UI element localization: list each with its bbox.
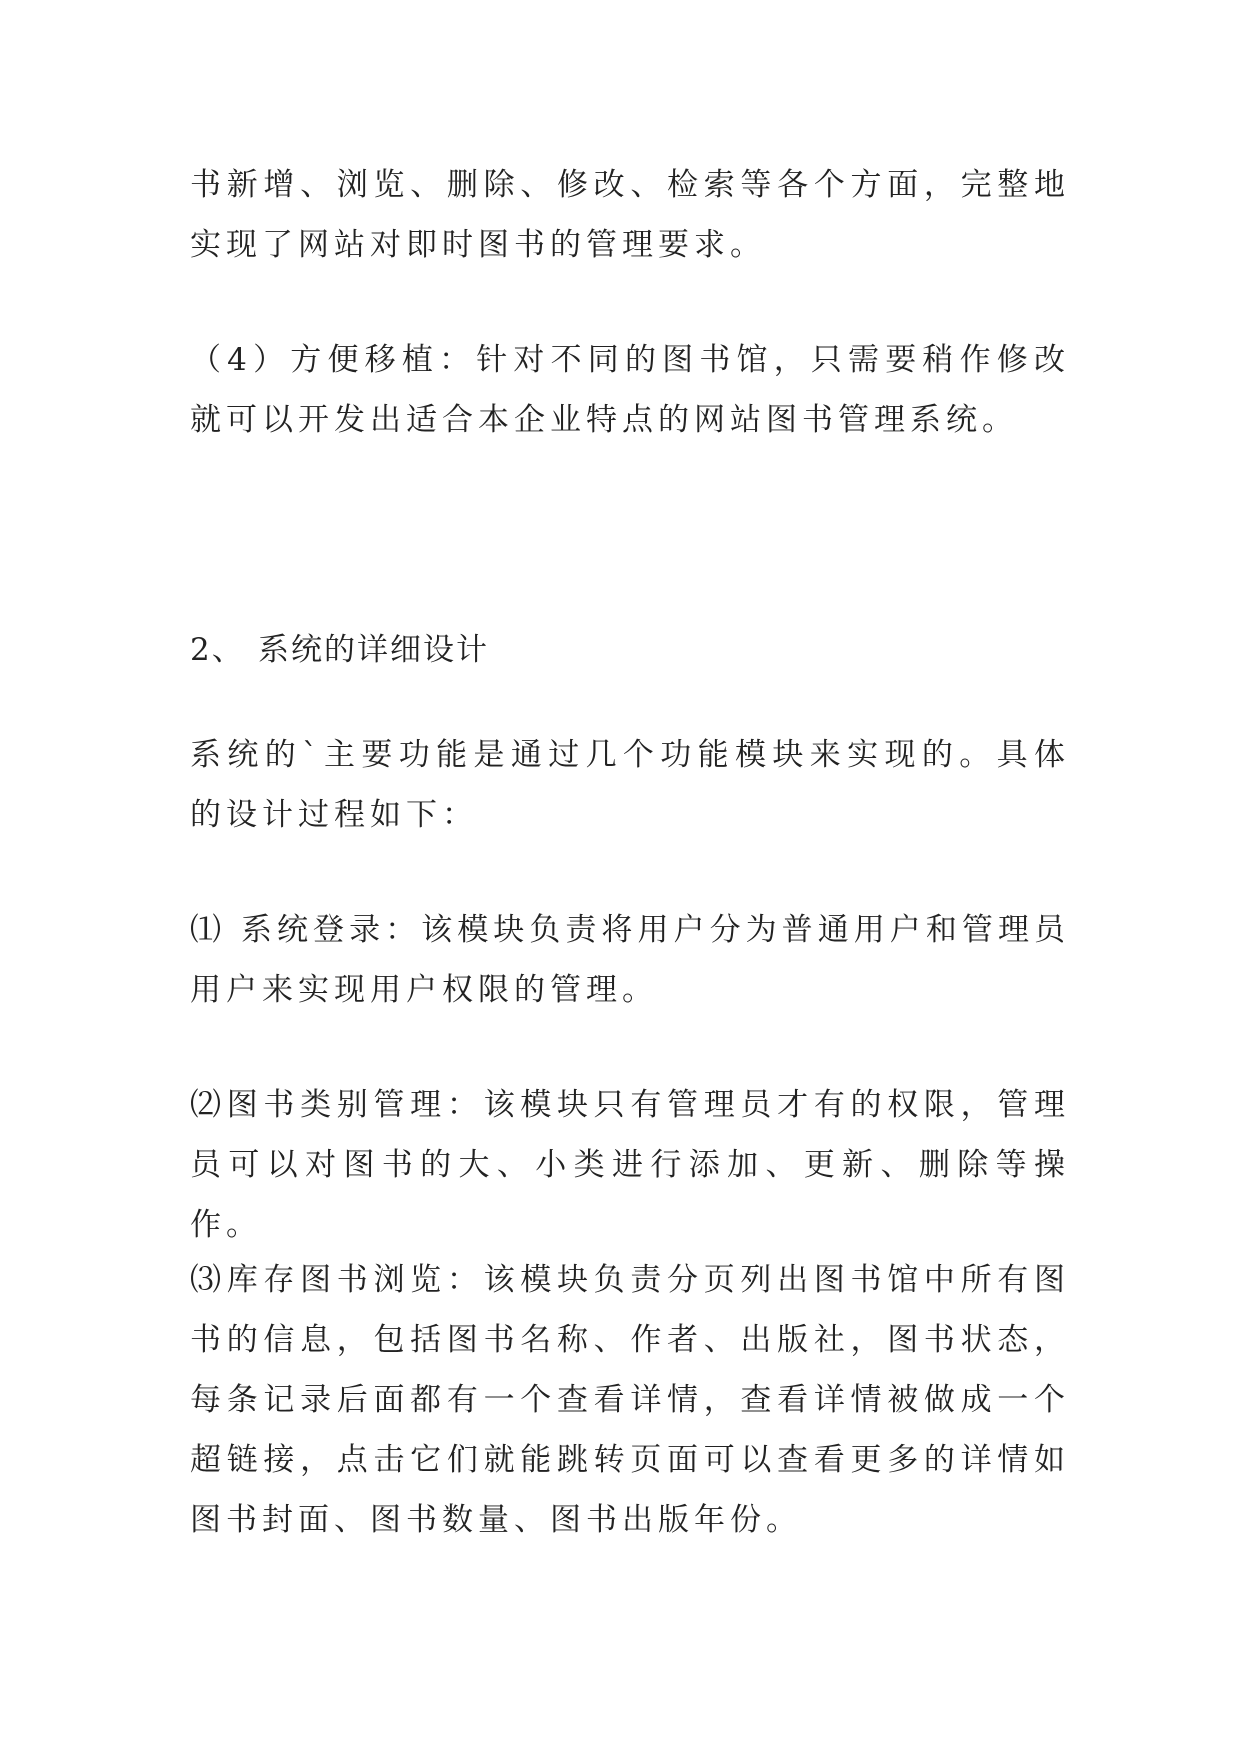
section-number: 2、 (190, 632, 245, 668)
paragraph-feature-summary: 书新增、浏览、删除、修改、检索等各个方面，完整地实现了网站对即时图书的管理要求。 (190, 167, 1070, 263)
paragraph-inventory-browse: ⑶库存图书浏览：该模块负责分页列出图书馆中所有图书的信息，包括图书名称、作者、出版社，图书状态，每条记录后面都有一个查看详情，查看详情被做成一个超链接，点击它们就能跳转页面可以查看更多的详情如图书封面、图书数量、图书出版年份。 (190, 1262, 1070, 1538)
section-heading (190, 620, 1070, 680)
paragraph-system-login: ⑴ 系统登录：该模块负责将用户分为普通用户和管理员用户来实现用户权限的管理。 (190, 912, 1070, 1008)
paragraph-portability: （4）方便移植：针对不同的图书馆，只需要稍作修改就可以开发出适合本企业特点的网站图书管理系统。 (190, 342, 1070, 438)
paragraph-design-intro: 系统的`主要功能是通过几个功能模块来实现的。具体的设计过程如下： (190, 737, 1070, 833)
section-title: 系统的详细设计 (258, 632, 489, 668)
paragraph-category-management: ⑵图书类别管理：该模块只有管理员才有的权限，管理员可以对图书的大、小类进行添加、更新、删除等操作。 (190, 1087, 1070, 1243)
